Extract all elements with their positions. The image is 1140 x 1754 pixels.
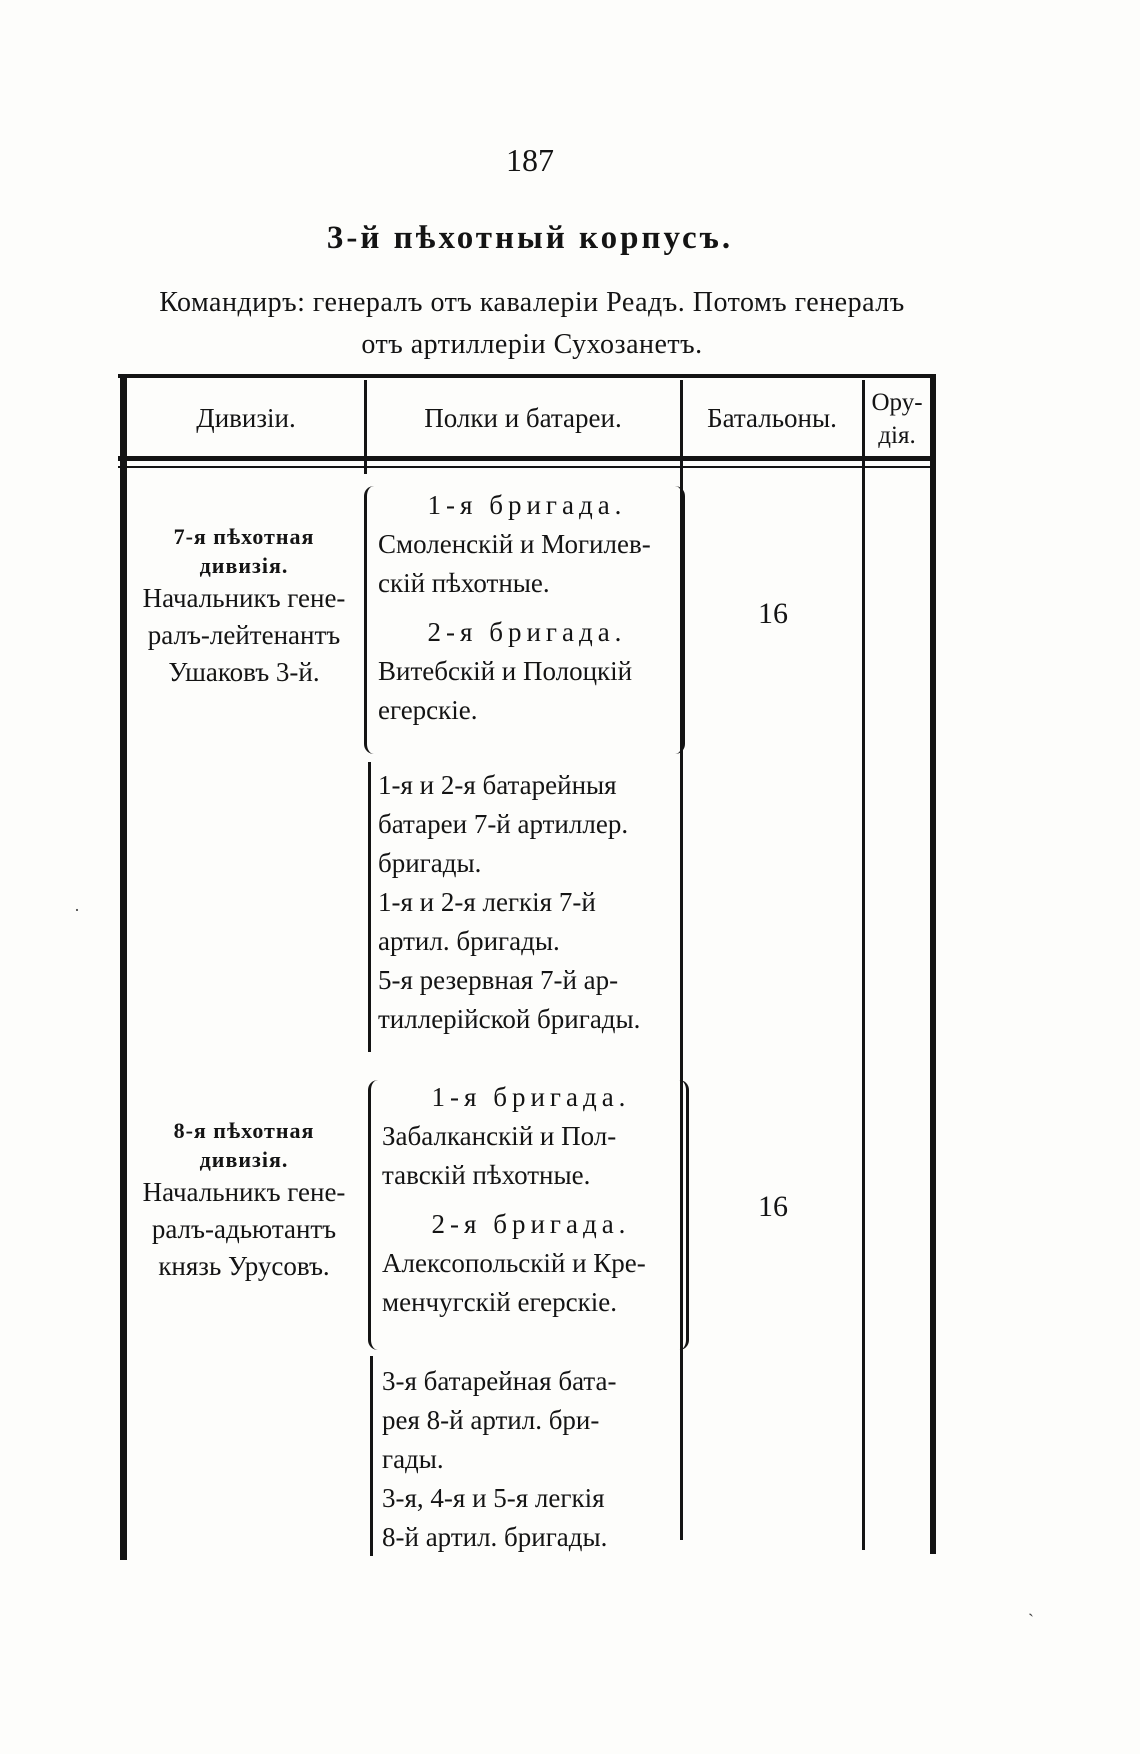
division-commander-line: Ушаковъ 3-й. — [168, 657, 320, 687]
page-number: 187 — [506, 142, 554, 178]
brigades-cell — [378, 486, 676, 730]
left-brace — [364, 486, 381, 754]
division-name-line-2: дивизія. — [199, 553, 289, 578]
brigade-title: 2-я бригада. — [427, 617, 627, 647]
regiment-line: Витебскій и Полоцкій — [378, 656, 633, 686]
header-bottom-rule — [118, 456, 936, 461]
regiment-line: Алексопольскій и Кре- — [382, 1248, 646, 1278]
artillery-line: рея 8-й артил. бри- — [382, 1405, 600, 1435]
commander-line-1: Командиръ: генералъ отъ кавалеріи Реадъ. Потомъ генералъ — [159, 287, 905, 318]
table-right-border — [930, 374, 936, 1554]
division-commander-line: ралъ-адьютантъ — [151, 1214, 337, 1244]
regiment-line: Забалканскій и Пол- — [382, 1121, 617, 1151]
division-name-line-1: 8-я пѣхотная — [173, 1118, 315, 1143]
brigades-cell — [382, 1078, 680, 1322]
artillery-line: бригады. — [378, 848, 482, 878]
battalions-count: 16 — [758, 597, 788, 630]
table-top-rule — [118, 374, 936, 378]
print-speck: ˴ — [1028, 1602, 1034, 1622]
artillery-line: 1-я и 2-я легкія 7-й — [378, 887, 596, 917]
regiment-line: егерскіе. — [378, 695, 478, 725]
table-left-border — [120, 374, 127, 1560]
brigade-title: 1-я бригада. — [427, 490, 627, 520]
header-regiments: Полки и батареи. — [424, 403, 622, 433]
artillery-line: 3-я батарейная бата- — [382, 1366, 617, 1396]
artillery-line: тиллерійской бригады. — [378, 1004, 641, 1034]
header-battalions: Батальоны. — [707, 403, 837, 433]
corps-title: 3-й пѣхотный корпусъ. — [326, 220, 734, 256]
division-name-line-1: 7-я пѣхотная — [173, 524, 315, 549]
commander-line-2: отъ артиллеріи Сухозанетъ. — [361, 329, 703, 360]
artillery-rule — [368, 762, 371, 1052]
artillery-rule — [370, 1356, 373, 1556]
print-speck: · — [74, 900, 80, 920]
right-brace — [668, 486, 685, 754]
artillery-cell — [378, 766, 676, 1039]
division-commander-line: Начальникъ гене- — [142, 583, 346, 613]
artillery-line: 3-я, 4-я и 5-я легкія — [382, 1483, 605, 1513]
artillery-cell — [382, 1362, 680, 1557]
regiment-line: скій пѣхотные. — [378, 568, 550, 598]
right-brace — [672, 1080, 689, 1350]
division-commander-line: ралъ-лейтенантъ — [147, 620, 341, 650]
header-guns-line-2: дія. — [878, 422, 916, 449]
artillery-line: 1-я и 2-я батарейныя — [378, 770, 617, 800]
regiment-line: Смоленскій и Могилев- — [378, 529, 651, 559]
artillery-line: батареи 7-й артиллер. — [378, 809, 629, 839]
division-name-line-2: дивизія. — [199, 1147, 289, 1172]
brigade-title: 1-я бригада. — [431, 1082, 631, 1112]
header-guns-line-1: Ору- — [871, 389, 923, 416]
header-guns — [866, 386, 928, 452]
division-commander-line: князь Урусовъ. — [158, 1251, 330, 1281]
regiment-line: тавскій пѣхотные. — [382, 1160, 591, 1190]
header-bottom-rule-thin — [118, 466, 936, 468]
col-divider-3 — [862, 380, 865, 1550]
col-divider-1 — [364, 380, 367, 474]
artillery-line: 8-й артил. бригады. — [382, 1522, 608, 1552]
division-cell — [128, 1116, 360, 1285]
artillery-line: гады. — [382, 1444, 444, 1474]
header-divisions: Дивизіи. — [196, 403, 296, 433]
artillery-line: 5-я резервная 7-й ар- — [378, 965, 619, 995]
artillery-line: артил. бригады. — [378, 926, 560, 956]
brigade-title: 2-я бригада. — [431, 1209, 631, 1239]
left-brace — [368, 1080, 385, 1350]
corps-commander — [112, 282, 952, 366]
regiment-line: менчугскій егерскіе. — [382, 1287, 617, 1317]
division-commander-line: Начальникъ гене- — [142, 1177, 346, 1207]
battalions-count: 16 — [758, 1190, 788, 1223]
division-cell — [128, 522, 360, 691]
